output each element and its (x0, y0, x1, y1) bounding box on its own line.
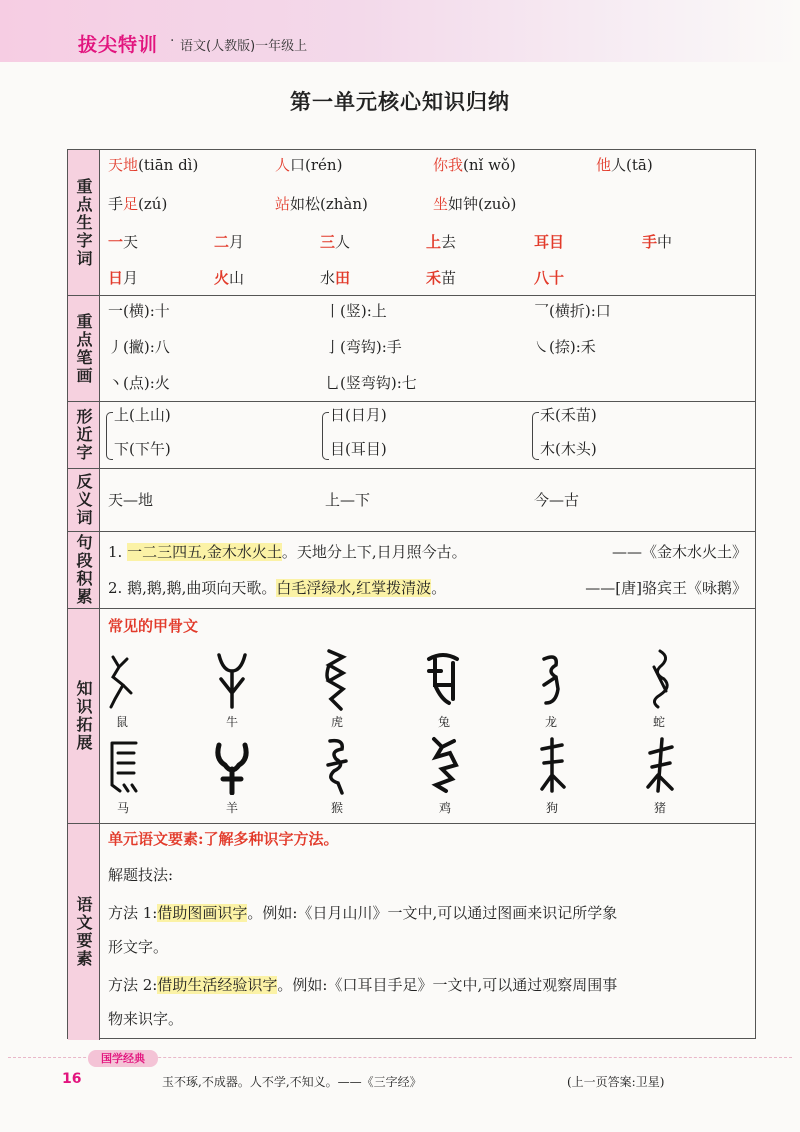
vocab-item: 手足(zú) (108, 195, 168, 213)
book-subject: 语文(人教版)一年级上 (180, 39, 308, 54)
page-title: 第一单元核心知识归纳 (290, 90, 510, 114)
stroke-item: ㇏(捺):禾 (534, 338, 596, 356)
vocab-item: 你我(nǐ wǒ) (433, 156, 516, 174)
section-label: 语文要素 (68, 824, 100, 1040)
page-number: 16 (62, 1071, 82, 1087)
oracle-sheep-icon (213, 735, 251, 795)
oracle-dragon-icon (536, 649, 566, 711)
stroke-item: 乚(竖弯钩):七 (325, 374, 417, 392)
method-title: 解题技法: (108, 866, 174, 884)
previous-answer: (上一页答案:卫星) (567, 1075, 665, 1089)
brace (106, 412, 113, 460)
oracle-rat-icon (105, 649, 135, 711)
vocab-item: 水田 (320, 269, 351, 287)
oracle-ox-icon (215, 649, 249, 711)
vocab-item: 一天 (108, 233, 139, 251)
oracle-caption: 龙 (544, 715, 557, 729)
vocab-item: 坐如钟(zuò) (433, 195, 517, 213)
similar-char: 目(耳目) (330, 440, 387, 458)
oracle-snake-icon (644, 647, 674, 711)
vocab-item: 禾苗 (426, 269, 457, 287)
oracle-caption: 鼠 (115, 715, 128, 729)
antonym-pair: 今—古 (534, 491, 580, 509)
method-2-continued: 物来识字。 (108, 1010, 184, 1028)
oracle-caption: 虎 (330, 715, 343, 729)
vocab-item: 日月 (108, 269, 139, 287)
footer-badge: 国学经典 (88, 1050, 158, 1067)
oracle-rooster-icon (426, 733, 464, 795)
stroke-item: 丨(竖):上 (325, 302, 387, 320)
method-1-continued: 形文字。 (108, 938, 169, 956)
oracle-caption: 牛 (225, 715, 238, 729)
vocab-item: 二月 (214, 233, 245, 251)
section-label: 句段积累 (68, 532, 100, 608)
oracle-caption: 兔 (437, 715, 450, 729)
vocab-item: 八十 (534, 269, 565, 287)
brace (322, 412, 329, 460)
vocab-item: 上去 (426, 233, 457, 251)
sentence-2: 2. 鹅,鹅,鹅,曲项向天歌。白毛浮绿水,红掌拨清波。 (108, 579, 447, 597)
oracle-caption: 羊 (225, 801, 238, 815)
vocab-item: 耳目 (534, 233, 565, 251)
stroke-item: 丶(点):火 (108, 374, 170, 392)
section-label: 反义词 (68, 469, 100, 531)
similar-char: 禾(禾苗) (540, 406, 597, 424)
oracle-pig-icon (644, 735, 676, 795)
footer-quote: 玉不琢,不成器。人不学,不知义。——《三字经》 (162, 1075, 422, 1089)
separator-dot: · (170, 33, 175, 49)
knowledge-table (67, 149, 756, 1039)
method-1: 方法 1:借助图画识字。例如:《日月山川》一文中,可以通过图画来识记所学象 (108, 904, 618, 922)
oracle-dog-icon (536, 735, 568, 795)
section-elements (68, 824, 755, 1040)
method-2: 方法 2:借助生活经验识字。例如:《口耳目手足》一文中,可以通过观察周围事 (108, 976, 618, 994)
section-vocab (68, 150, 755, 296)
similar-char: 下(下午) (114, 440, 171, 458)
sentence-1-source: ——《金木水火土》 (611, 543, 747, 561)
oracle-caption: 鸡 (438, 801, 451, 815)
page-header (0, 0, 800, 62)
section-similar (68, 402, 755, 469)
similar-char: 日(日月) (330, 406, 387, 424)
vocab-item: 手中 (642, 233, 673, 251)
vocab-item: 火山 (214, 269, 245, 287)
section-label: 知识拓展 (68, 609, 100, 823)
sentence-2-source: ——[唐]骆宾王《咏鹅》 (585, 579, 747, 597)
antonym-pair: 上—下 (325, 491, 371, 509)
stroke-item: 丿(撇):八 (108, 338, 170, 356)
oracle-rabbit-icon (423, 649, 463, 711)
oracle-tiger-icon (321, 647, 351, 713)
oracle-caption: 蛇 (652, 715, 665, 729)
unit-element: 单元语文要素:了解多种识字方法。 (108, 830, 339, 848)
oracle-caption: 猪 (653, 801, 666, 815)
vocab-item: 三人 (320, 233, 351, 251)
similar-char: 木(木头) (540, 440, 597, 458)
section-label: 重点生字词 (68, 150, 100, 295)
section-label: 重点笔画 (68, 296, 100, 401)
section-label: 形近字 (68, 402, 100, 468)
oracle-caption: 猴 (330, 801, 343, 815)
vocab-item: 天地(tiān dì) (108, 156, 199, 174)
section-oracle (68, 609, 755, 824)
brand-logo: 拔尖特训 (78, 34, 159, 56)
section-sentences (68, 532, 755, 609)
stroke-item: 乛(横折):口 (534, 302, 611, 320)
antonym-pair: 天—地 (108, 491, 154, 509)
section-strokes (68, 296, 755, 402)
oracle-heading: 常见的甲骨文 (108, 617, 199, 635)
similar-char: 上(上山) (114, 406, 171, 424)
oracle-caption: 马 (116, 801, 129, 815)
section-antonym (68, 469, 755, 532)
brace (532, 412, 539, 460)
stroke-item: 亅(弯钩):手 (325, 338, 402, 356)
sentence-1: 1. 一二三四五,金木水火土。天地分上下,日月照今古。 (108, 543, 467, 561)
vocab-item: 他人(tā) (596, 156, 653, 174)
oracle-horse-icon (106, 735, 142, 795)
oracle-caption: 狗 (545, 801, 558, 815)
stroke-item: 一(横):十 (108, 302, 170, 320)
oracle-monkey-icon (322, 735, 352, 795)
vocab-item: 站如松(zhàn) (275, 195, 368, 213)
vocab-item: 人口(rén) (275, 156, 343, 174)
